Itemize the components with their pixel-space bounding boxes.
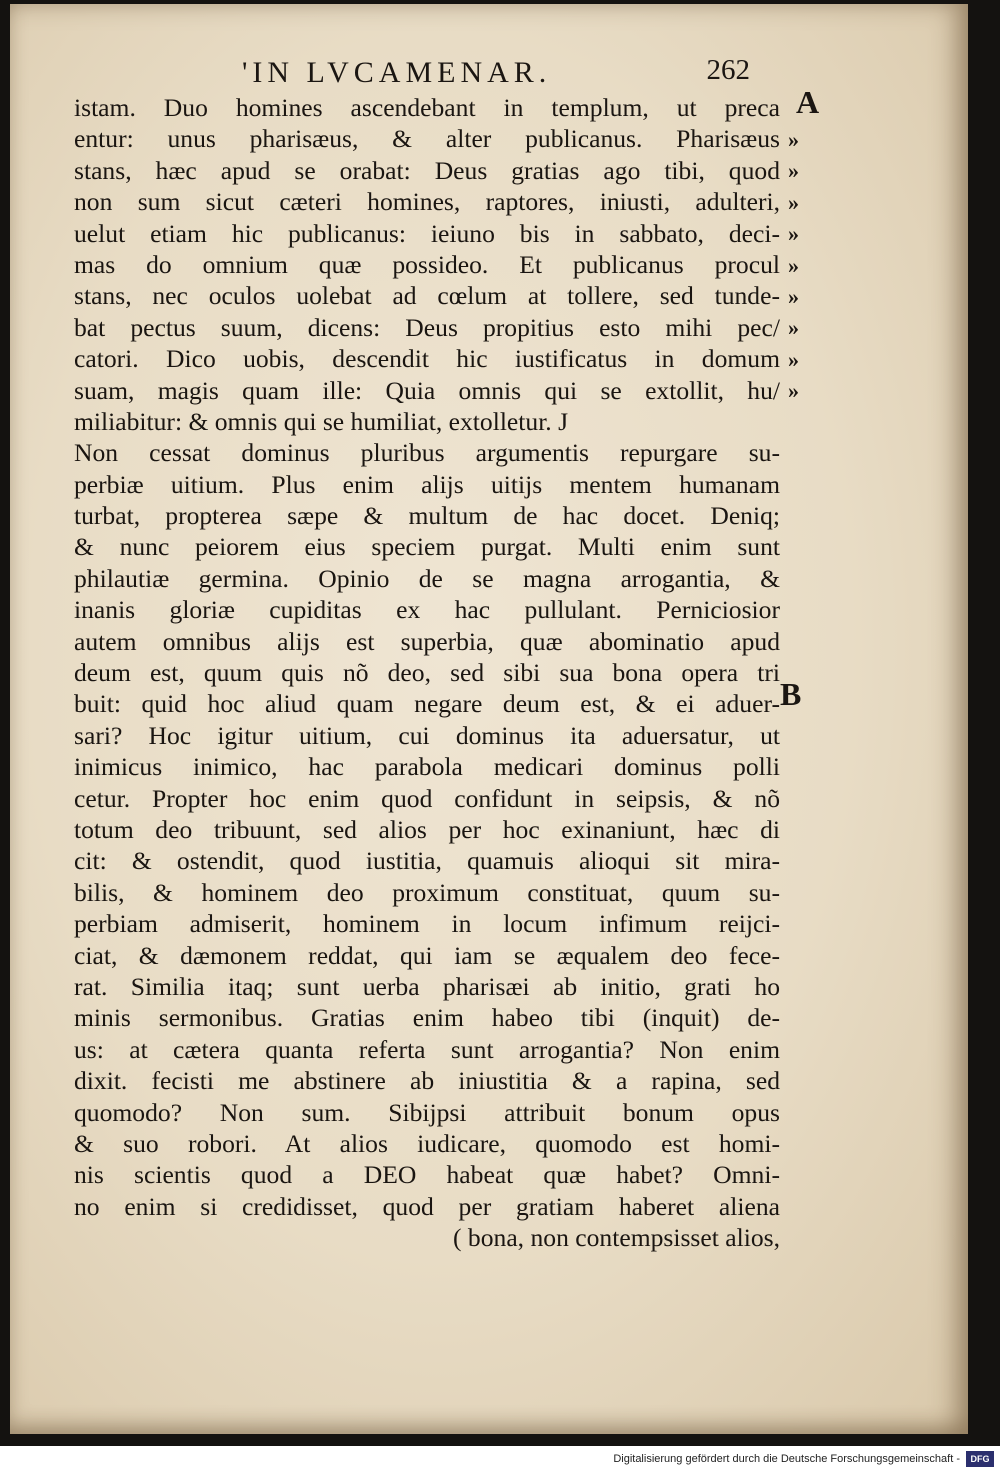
text-line: ciat, & dæmonem reddat, qui iam se æqualem deo fece- <box>74 940 780 970</box>
text-line: cit: & ostendit, quod iustitia, quamuis alioqui sit mira- <box>74 846 780 876</box>
margin-letter-a: A <box>796 84 820 120</box>
text-line: minis sermonibus. Gratias enim habeo tibi (inquit) de- <box>74 1003 780 1033</box>
text-line: uelut etiam hic publicanus: ieiuno bis in sabbato, deci- <box>74 218 780 248</box>
text-line: autem omnibus alijs est superbia, quæ abominatio apud <box>74 626 780 656</box>
quote-mark: » <box>788 221 799 247</box>
text-line: no enim si credidisset, quod per gratiam haberet aliena <box>74 1191 780 1221</box>
text-line: Non cessat dominus pluribus argumentis repurgare su- <box>74 438 780 468</box>
text-line: buit: quid hoc aliud quam negare deum est, & ei aduer- <box>74 689 780 719</box>
text-line: nis scientis quod a DEO habeat quæ habet? Omni- <box>74 1160 780 1190</box>
funding-credit: Digitalisierung gefördert durch die Deutsche Forschungsgemeinschaft - <box>613 1453 960 1465</box>
text-line: stans, hæc apud se orabat: Deus gratias ago tibi, quod <box>74 155 780 185</box>
text-line: istam. Duo homines ascendebant in templum, ut preca <box>74 93 780 122</box>
text-line: totum deo tribuunt, sed alios per hoc exinaniunt, hæc di <box>74 814 780 844</box>
text-line: miliabitur: & omnis qui se humiliat, extolletur. J <box>74 406 569 436</box>
catchword-line: ( bona, non contempsisset alios, <box>453 1223 780 1253</box>
text-line: mas do omnium quæ possideo. Et publicanus procul <box>74 249 780 279</box>
marginal-quote-marks <box>788 124 828 407</box>
text-line: deum est, quum quis nõ deo, sed sibi sua bona opera tri <box>74 658 780 688</box>
quote-mark: » <box>788 189 799 215</box>
text-line: sari? Hoc igitur uitium, cui dominus ita aduersatur, ut <box>74 720 780 750</box>
text-line: bat pectus suum, dicens: Deus propitius esto mihi pec/ <box>74 312 780 342</box>
text-line: perbiæ uitium. Plus enim alijs uitijs mentem humanam <box>74 469 780 499</box>
dfg-logo-icon: DFG <box>966 1451 994 1467</box>
book-page <box>10 4 968 1434</box>
text-line: us: at cætera quanta referta sunt arrogantia? Non enim <box>74 1034 780 1064</box>
text-line: suam, magis quam ille: Quia omnis qui se extollit, hu/ <box>74 375 780 405</box>
quote-mark: » <box>788 127 799 152</box>
footer-bar <box>0 1446 1000 1474</box>
quote-mark: » <box>788 315 799 341</box>
text-line: inanis gloriæ cupiditas ex hac pullulant. Perniciosior <box>74 595 780 625</box>
text-line: quomodo? Non sum. Sibijpsi attribuit bonum opus <box>74 1097 780 1127</box>
page-number: 262 <box>706 54 750 86</box>
body-text <box>74 92 780 1253</box>
text-line: perbiam admiserit, hominem in locum infimum reijci- <box>74 909 780 939</box>
text-line: rat. Similia itaq; sunt uerba pharisæi ab initio, grati ho <box>74 971 780 1001</box>
margin-letter-b: B <box>780 676 802 712</box>
text-line: stans, nec oculos uolebat ad cœlum at tollere, sed tunde- <box>74 281 780 311</box>
quote-mark: » <box>788 252 799 278</box>
quote-mark: » <box>788 283 799 309</box>
quote-mark: » <box>788 346 799 372</box>
text-line: catori. Dico uobis, descendit hic iustificatus in domum <box>74 344 780 374</box>
text-line: turbat, propterea sæpe & multum de hac docet. Deniq; <box>74 501 780 531</box>
text-line: dixit. fecisti me abstinere ab iniustitia & a rapina, sed <box>74 1066 780 1096</box>
quote-mark: » <box>788 158 799 184</box>
text-line: & suo robori. At alios iudicare, quomodo est homi- <box>74 1128 780 1158</box>
text-line: non sum sicut cæteri homines, raptores, iniusti, adulteri, <box>74 187 780 217</box>
page-header <box>230 48 750 98</box>
text-line: entur: unus pharisæus, & alter publicanus. Pharisæus <box>74 124 780 154</box>
text-line: inimicus inimico, hac parabola medicari dominus polli <box>74 752 780 782</box>
text-line: cetur. Propter hoc enim quod confidunt in seipsis, & nõ <box>74 783 780 813</box>
running-title: 'IN LVCAMENAR. <box>242 56 552 89</box>
quote-mark: » <box>788 378 799 404</box>
text-line: bilis, & hominem deo proximum constituat, quum su- <box>74 877 780 907</box>
text-line: & nunc peiorem eius speciem purgat. Multi enim sunt <box>74 532 780 562</box>
text-line: philautiæ germina. Opinio de se magna arrogantia, & <box>74 563 780 593</box>
